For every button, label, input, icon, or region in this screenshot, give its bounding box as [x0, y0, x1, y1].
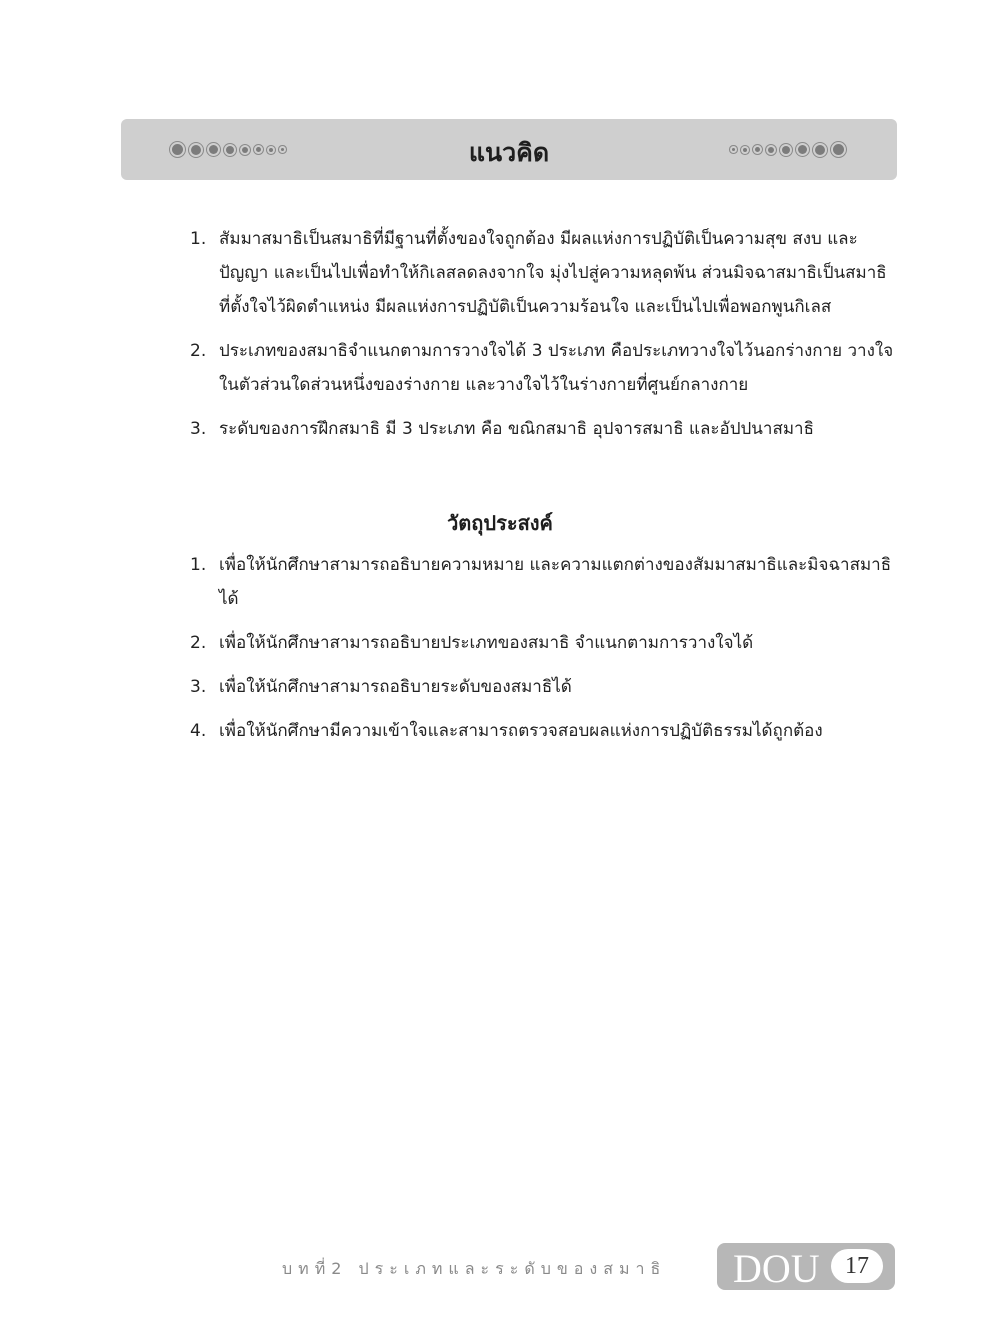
- item-text: สัมมาสมาธิเป็นสมาธิที่มีฐานที่ตั้งของใจถูกต้อง มีผลแห่งการปฏิบัติเป็นความสุข สงบ และปัญญา และเป็นไปเพื่อทำให้กิเลสลดลงจากใจ มุ่งไปสู่ความหลุดพ้น ส่วนมิจฉาสมาธิเป็นสมาธิที่ตั้งใจไว้ผิดตำแหน่ง มีผลแห่งการปฏิบัติเป็นความร้อนใจ และเป็นไปเพื่อพอกพูนกิเลส: [219, 229, 887, 317]
- dot-icon: [815, 145, 825, 155]
- objectives-list: [190, 548, 895, 758]
- concept-header-bar: [121, 119, 897, 180]
- item-text: ประเภทของสมาธิจำแนกตามการวางใจได้ 3 ประเภท คือประเภทวางใจไว้นอกร่างกาย วางใจในตัวส่วนใดส่วนหนึ่งของร่างกาย และวางใจไว้ในร่างกายที่ศูนย์กลางกาย: [219, 341, 894, 395]
- dot-icon: [732, 148, 735, 151]
- objective-item: [190, 714, 895, 748]
- objective-item: [190, 670, 895, 704]
- page-badge: [717, 1243, 895, 1290]
- chapter-footer: บทที่2 ประเภทและระดับของสมาธิ: [282, 1259, 667, 1278]
- dot-icon: [768, 147, 774, 153]
- item-text: ระดับของการฝึกสมาธิ มี 3 ประเภท คือ ขณิกสมาธิ อุปจารสมาธิ และอัปปนาสมาธิ: [219, 419, 814, 439]
- item-text: เพื่อให้นักศึกษาสามารถอธิบายความหมาย และความแตกต่างของสัมมาสมาธิและมิจฉาสมาธิได้: [219, 555, 892, 609]
- dot-icon: [798, 145, 807, 154]
- page-number: 17: [831, 1249, 883, 1283]
- decorative-dots-right: [728, 119, 848, 180]
- dot-icon: [782, 146, 790, 154]
- concepts-list: [190, 222, 895, 456]
- item-number: 4.: [190, 721, 207, 741]
- item-number: 3.: [190, 677, 207, 697]
- objective-item: [190, 626, 895, 660]
- item-text: เพื่อให้นักศึกษาสามารถอธิบายประเภทของสมาธิ จำแนกตามการวางใจได้: [219, 633, 754, 653]
- dot-icon: [833, 144, 844, 155]
- page-title: แนวคิด: [468, 138, 550, 167]
- concept-item: [190, 412, 895, 446]
- item-number: 1.: [190, 555, 207, 575]
- dot-icon: [743, 148, 747, 152]
- concept-item: [190, 222, 895, 324]
- item-number: 2.: [190, 341, 207, 361]
- dot-icon: [755, 147, 760, 152]
- item-text: เพื่อให้นักศึกษาสามารถอธิบายระดับของสมาธิได้: [219, 677, 572, 697]
- objectives-heading: วัตถุประสงค์: [447, 511, 553, 535]
- item-number: 2.: [190, 633, 207, 653]
- item-number: 3.: [190, 419, 207, 439]
- item-number: 1.: [190, 229, 207, 249]
- brand-logo: DOU: [733, 1246, 820, 1291]
- concept-item: [190, 334, 895, 402]
- item-text: เพื่อให้นักศึกษามีความเข้าใจและสามารถตรวจสอบผลแห่งการปฏิบัติธรรมได้ถูกต้อง: [219, 721, 823, 741]
- objective-item: [190, 548, 895, 616]
